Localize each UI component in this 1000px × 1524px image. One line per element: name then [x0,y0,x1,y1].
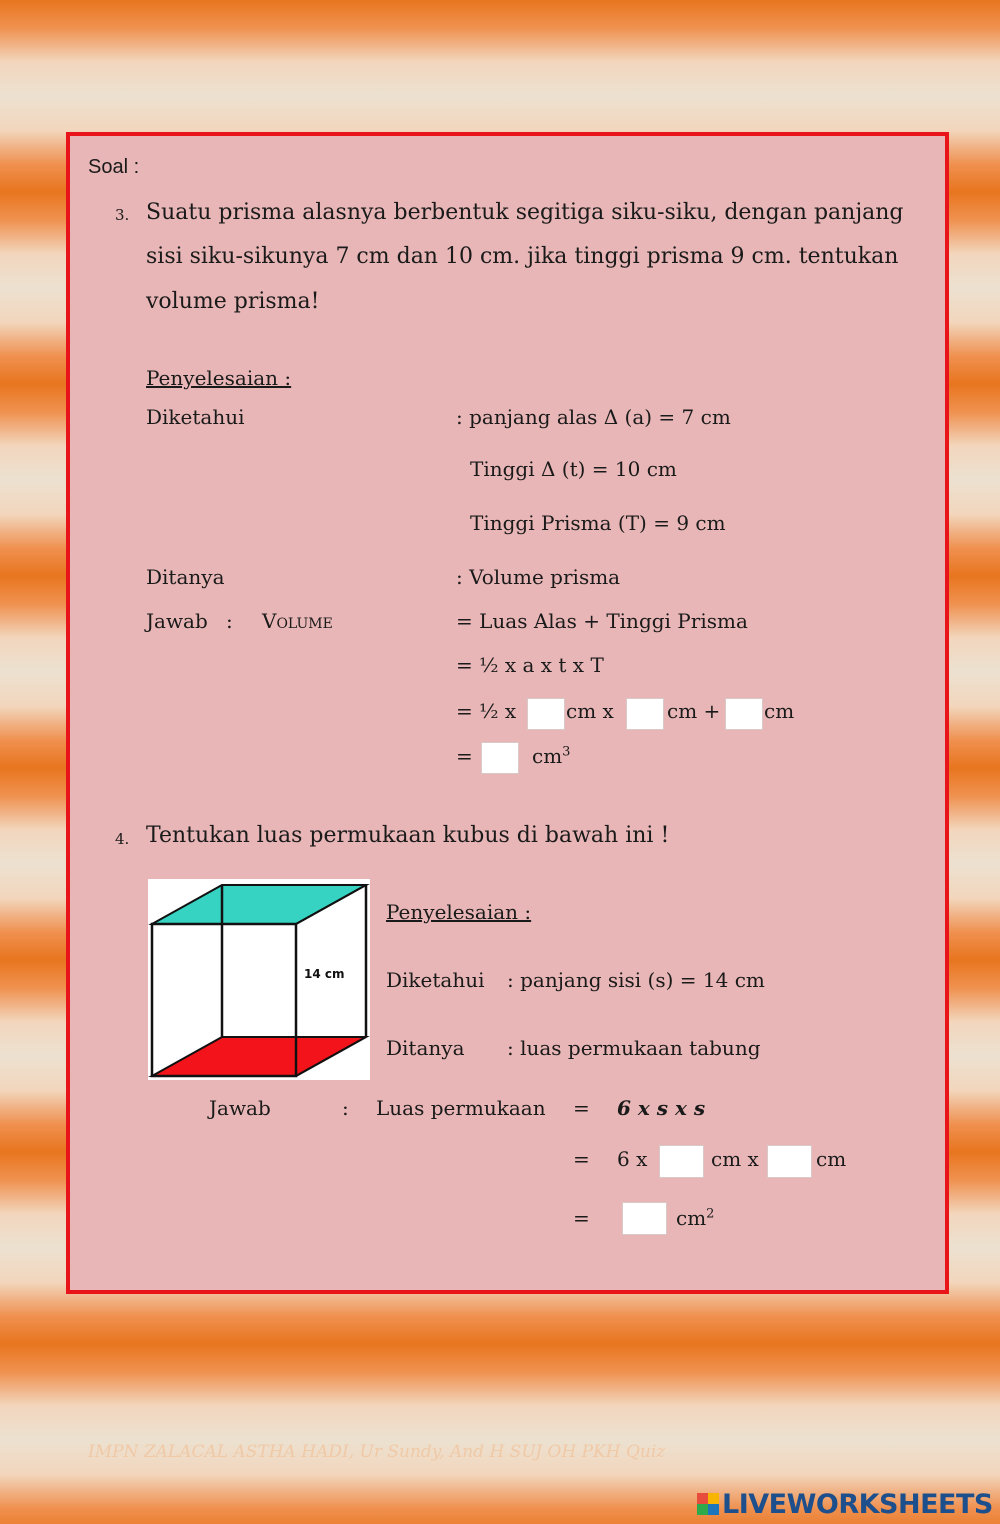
q3-solution-label: Penyelesaian : [146,366,292,390]
q3-answer-box-3[interactable] [725,698,763,730]
cube-figure [148,879,370,1080]
q4-answer-box-3[interactable] [622,1202,667,1235]
q4-equals-3: = [573,1206,590,1230]
q4-answer-box-1[interactable] [659,1145,704,1178]
q4-ditanya-label: Ditanya [386,1036,465,1060]
q3-answer-input-2[interactable] [627,699,663,729]
liveworksheets-brand-text: LIVEWORKSHEETS [722,1488,993,1520]
footer-faded-text: IMPN ZALACAL ASTHA HADI, Ur Sundy, And H SUJ OH PKH Quiz [88,1442,666,1462]
q4-answer-box-2[interactable] [767,1145,812,1178]
q3-answer-box-2[interactable] [626,698,664,730]
q4-step-2-prefix: 6 x [617,1147,648,1171]
q4-jawab-term: Luas permukaan [376,1096,546,1120]
cube-top-face [152,885,366,924]
q3-ditanya-value: : Volume prisma [456,565,621,589]
q3-step-3-unit-2: cm + [667,699,721,723]
q4-diketahui-label: Diketahui [386,968,485,992]
q3-answer-input-3[interactable] [726,699,762,729]
q3-diketahui-label: Diketahui [146,405,245,429]
q4-ditanya-value: : luas permukaan tabung [507,1036,761,1060]
q3-step-4-equals: = [456,744,473,768]
q3-diketahui-base: : panjang alas Δ (a) = 7 cm [456,405,731,429]
soal-heading: Soal : [88,156,140,178]
cube-drawing [148,879,370,1080]
question-3-line-1: Suatu prisma alasnya berbentuk segitiga siku-siku, dengan panjang [146,200,904,225]
question-3-line-3: volume prisma! [146,289,320,314]
q3-answer-input-1[interactable] [528,699,564,729]
q3-step-3-unit-1: cm x [566,699,614,723]
q3-diketahui-height-prism: Tinggi Prisma (T) = 9 cm [470,511,726,535]
q3-step-4-unit: $cm^3$ [532,744,571,768]
q3-jawab-label: Jawab [146,609,208,633]
question-3-line-2: sisi siku-sikunya 7 cm dan 10 cm. jika tinggi prisma 9 cm. tentukan [146,244,899,269]
q3-step-2: = ½ x a x t x T [456,653,604,677]
question-4-text: Tentukan luas permukaan kubus di bawah ini ! [146,823,670,848]
q4-step-2-unit-2: cm [816,1147,847,1171]
q3-answer-box-4[interactable] [481,742,519,774]
q3-jawab-term: Volume [262,609,333,633]
q4-answer-input-1[interactable] [660,1146,703,1177]
q3-answer-box-1[interactable] [527,698,565,730]
q3-jawab-colon: : [226,609,233,633]
question-3-number: 3. [115,206,130,224]
q4-step-3-unit: $cm^2$ [676,1206,715,1230]
q3-answer-input-4[interactable] [482,743,518,773]
cube-side-label: 14 cm [304,967,345,981]
q4-jawab-label: Jawab [209,1096,271,1120]
liveworksheets-logo-icon [697,1493,719,1515]
q4-formula: 6 x s x s [617,1096,706,1120]
q4-jawab-colon: : [342,1096,349,1120]
q4-answer-input-2[interactable] [768,1146,811,1177]
q3-ditanya-label: Ditanya [146,565,225,589]
q4-equals-2: = [573,1147,590,1171]
q4-diketahui-value: : panjang sisi (s) = 14 cm [507,968,765,992]
q3-step-1: = Luas Alas + Tinggi Prisma [456,609,748,633]
q4-equals-1: = [573,1096,590,1120]
q3-step-3-unit-3: cm [764,699,795,723]
q3-step-3-prefix: = ½ x [456,699,517,723]
q4-answer-input-3[interactable] [623,1203,666,1234]
q4-step-2-unit-1: cm x [711,1147,759,1171]
q3-diketahui-height-triangle: Tinggi Δ (t) = 10 cm [470,457,677,481]
question-4-number: 4. [115,830,130,848]
q4-solution-label: Penyelesaian : [386,900,532,924]
cube-bottom-face [152,1037,366,1076]
liveworksheets-logo[interactable] [697,1489,993,1519]
